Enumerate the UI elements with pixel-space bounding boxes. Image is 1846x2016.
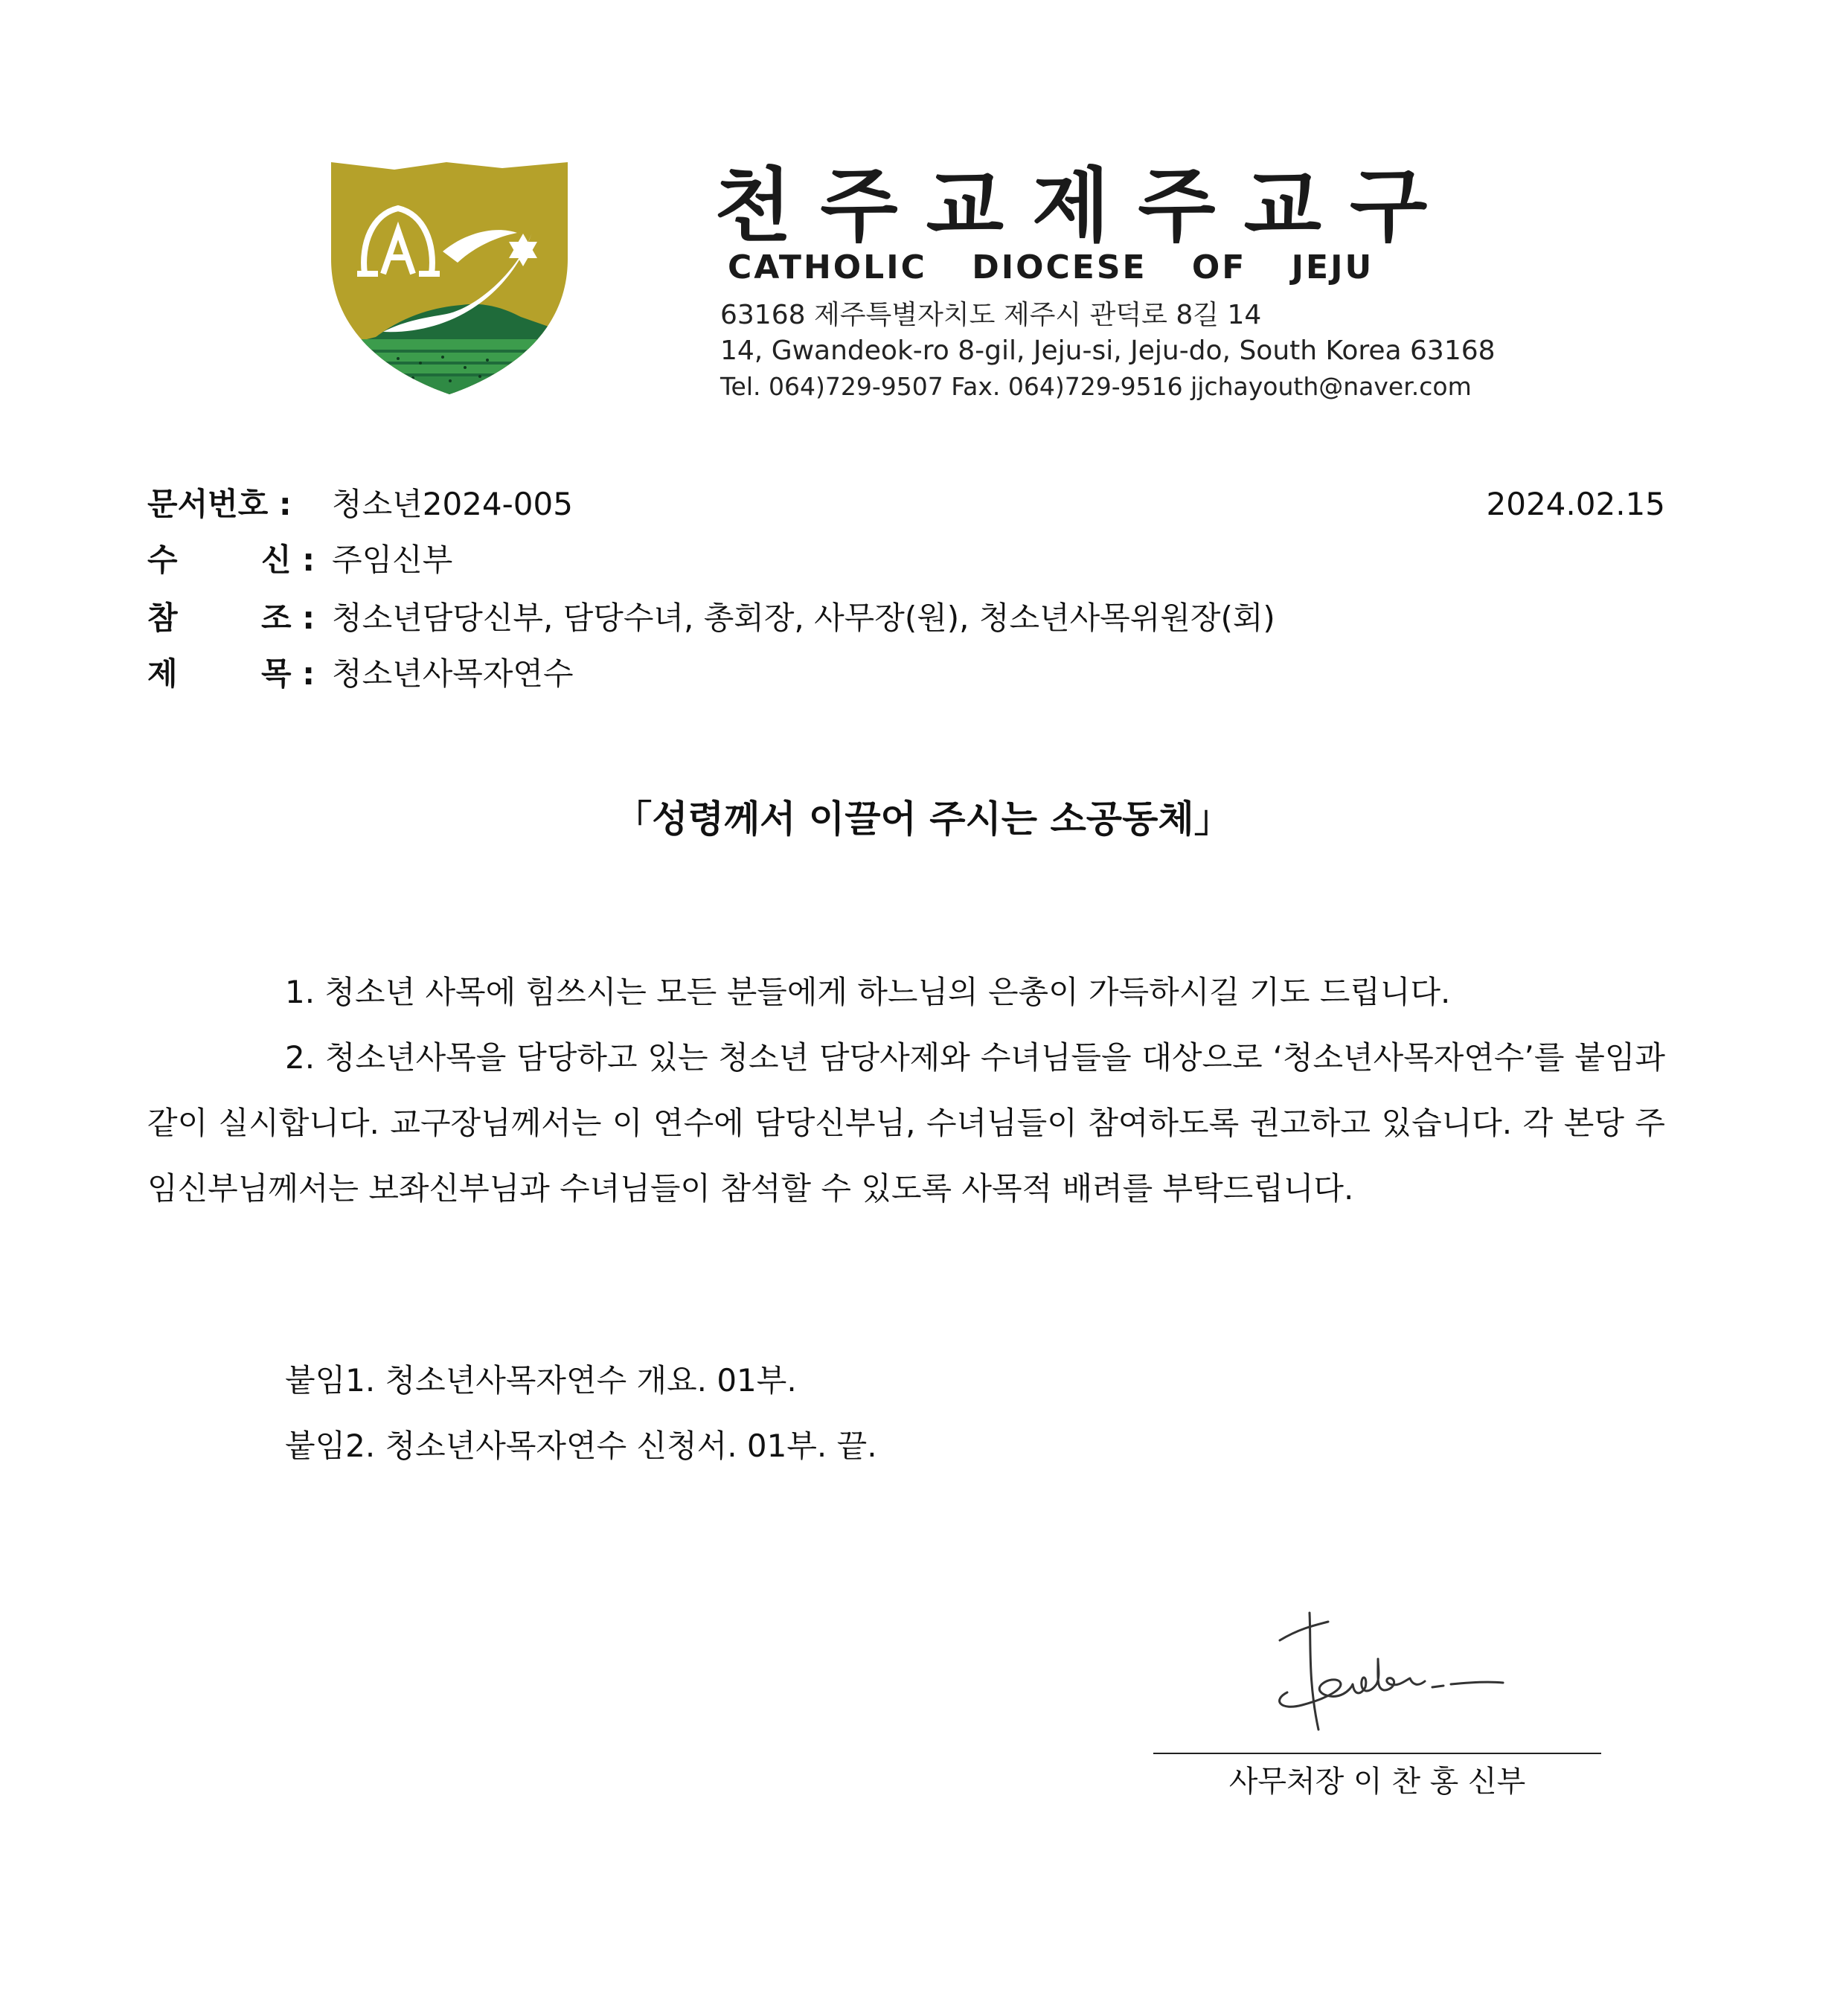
recipient-label-a: 수	[147, 542, 178, 578]
contact-info: Tel. 064)729-9507 Fax. 064)729-9516 jjchayouth@naver.com	[720, 372, 1472, 401]
document-date: 2024.02.15	[1486, 486, 1665, 522]
reference: 청소년담당신부, 담당수녀, 총회장, 사무장(원), 청소년사목위원장(회)	[332, 600, 1275, 636]
subject: 청소년사목자연수	[332, 655, 574, 692]
document-title: 「성령께서 이끌어 주시는 소공동체」	[615, 797, 1231, 841]
body-paragraph-2: 2. 청소년사목을 담당하고 있는 청소년 담당사제와 수녀님들을 대상으로 ‘청소년사목자연수’를 붙임과 같이 실시합니다. 교구장님께서는 이 연수에 담당신부님, 수녀님들이 참여하도록 권고하고 있습니다. 각 본당 주임신부님께서는 보좌신부님과 수녀님들이 참석할 수 있도록 사목적 배려를 부탁드립니다.	[147, 1039, 1665, 1207]
handwritten-signature	[1265, 1607, 1510, 1741]
doc-number-label	[147, 484, 315, 524]
address-english: 14, Gwandeok-ro 8-gil, Jeju-si, Jeju-do, South Korea 63168	[720, 336, 1496, 366]
organization-name-korean: 천주교제주교구	[714, 160, 1456, 253]
address-korean: 63168 제주특별자치도 제주시 관덕로 8길 14	[720, 300, 1262, 330]
subject-label-b: 목 :	[261, 655, 315, 692]
attachment-item-2: 붙임2. 청소년사목자연수 신청서. 01부. 끝.	[285, 1428, 877, 1464]
organization-name-english: CATHOLIC DIOCESE OF JEJU	[728, 248, 1374, 286]
reference-label-a: 참	[147, 600, 178, 636]
subject-label-a: 제	[147, 655, 178, 692]
doc-number: 청소년2024-005	[332, 486, 573, 522]
subject-label	[147, 654, 315, 694]
doc-number-label-text: 문서번호 :	[147, 486, 292, 522]
reference-label-b: 조 :	[261, 600, 315, 636]
recipient-label-b: 신 :	[261, 542, 315, 578]
recipient: 주임신부	[332, 542, 453, 578]
body-paragraph-1: 1. 청소년 사목에 힘쓰시는 모든 분들에게 하느님의 은총이 가득하시길 기도 드립니다.	[285, 974, 1451, 1010]
recipient-label	[147, 540, 315, 580]
signature-line	[1153, 1753, 1601, 1754]
reference-label	[147, 598, 315, 638]
signer-name: 사무처장 이 찬 홍 신부	[1228, 1765, 1526, 1799]
attachment-item-1: 붙임1. 청소년사목자연수 개요. 01부.	[285, 1362, 797, 1399]
diocese-coat-of-arms-icon	[331, 162, 568, 394]
